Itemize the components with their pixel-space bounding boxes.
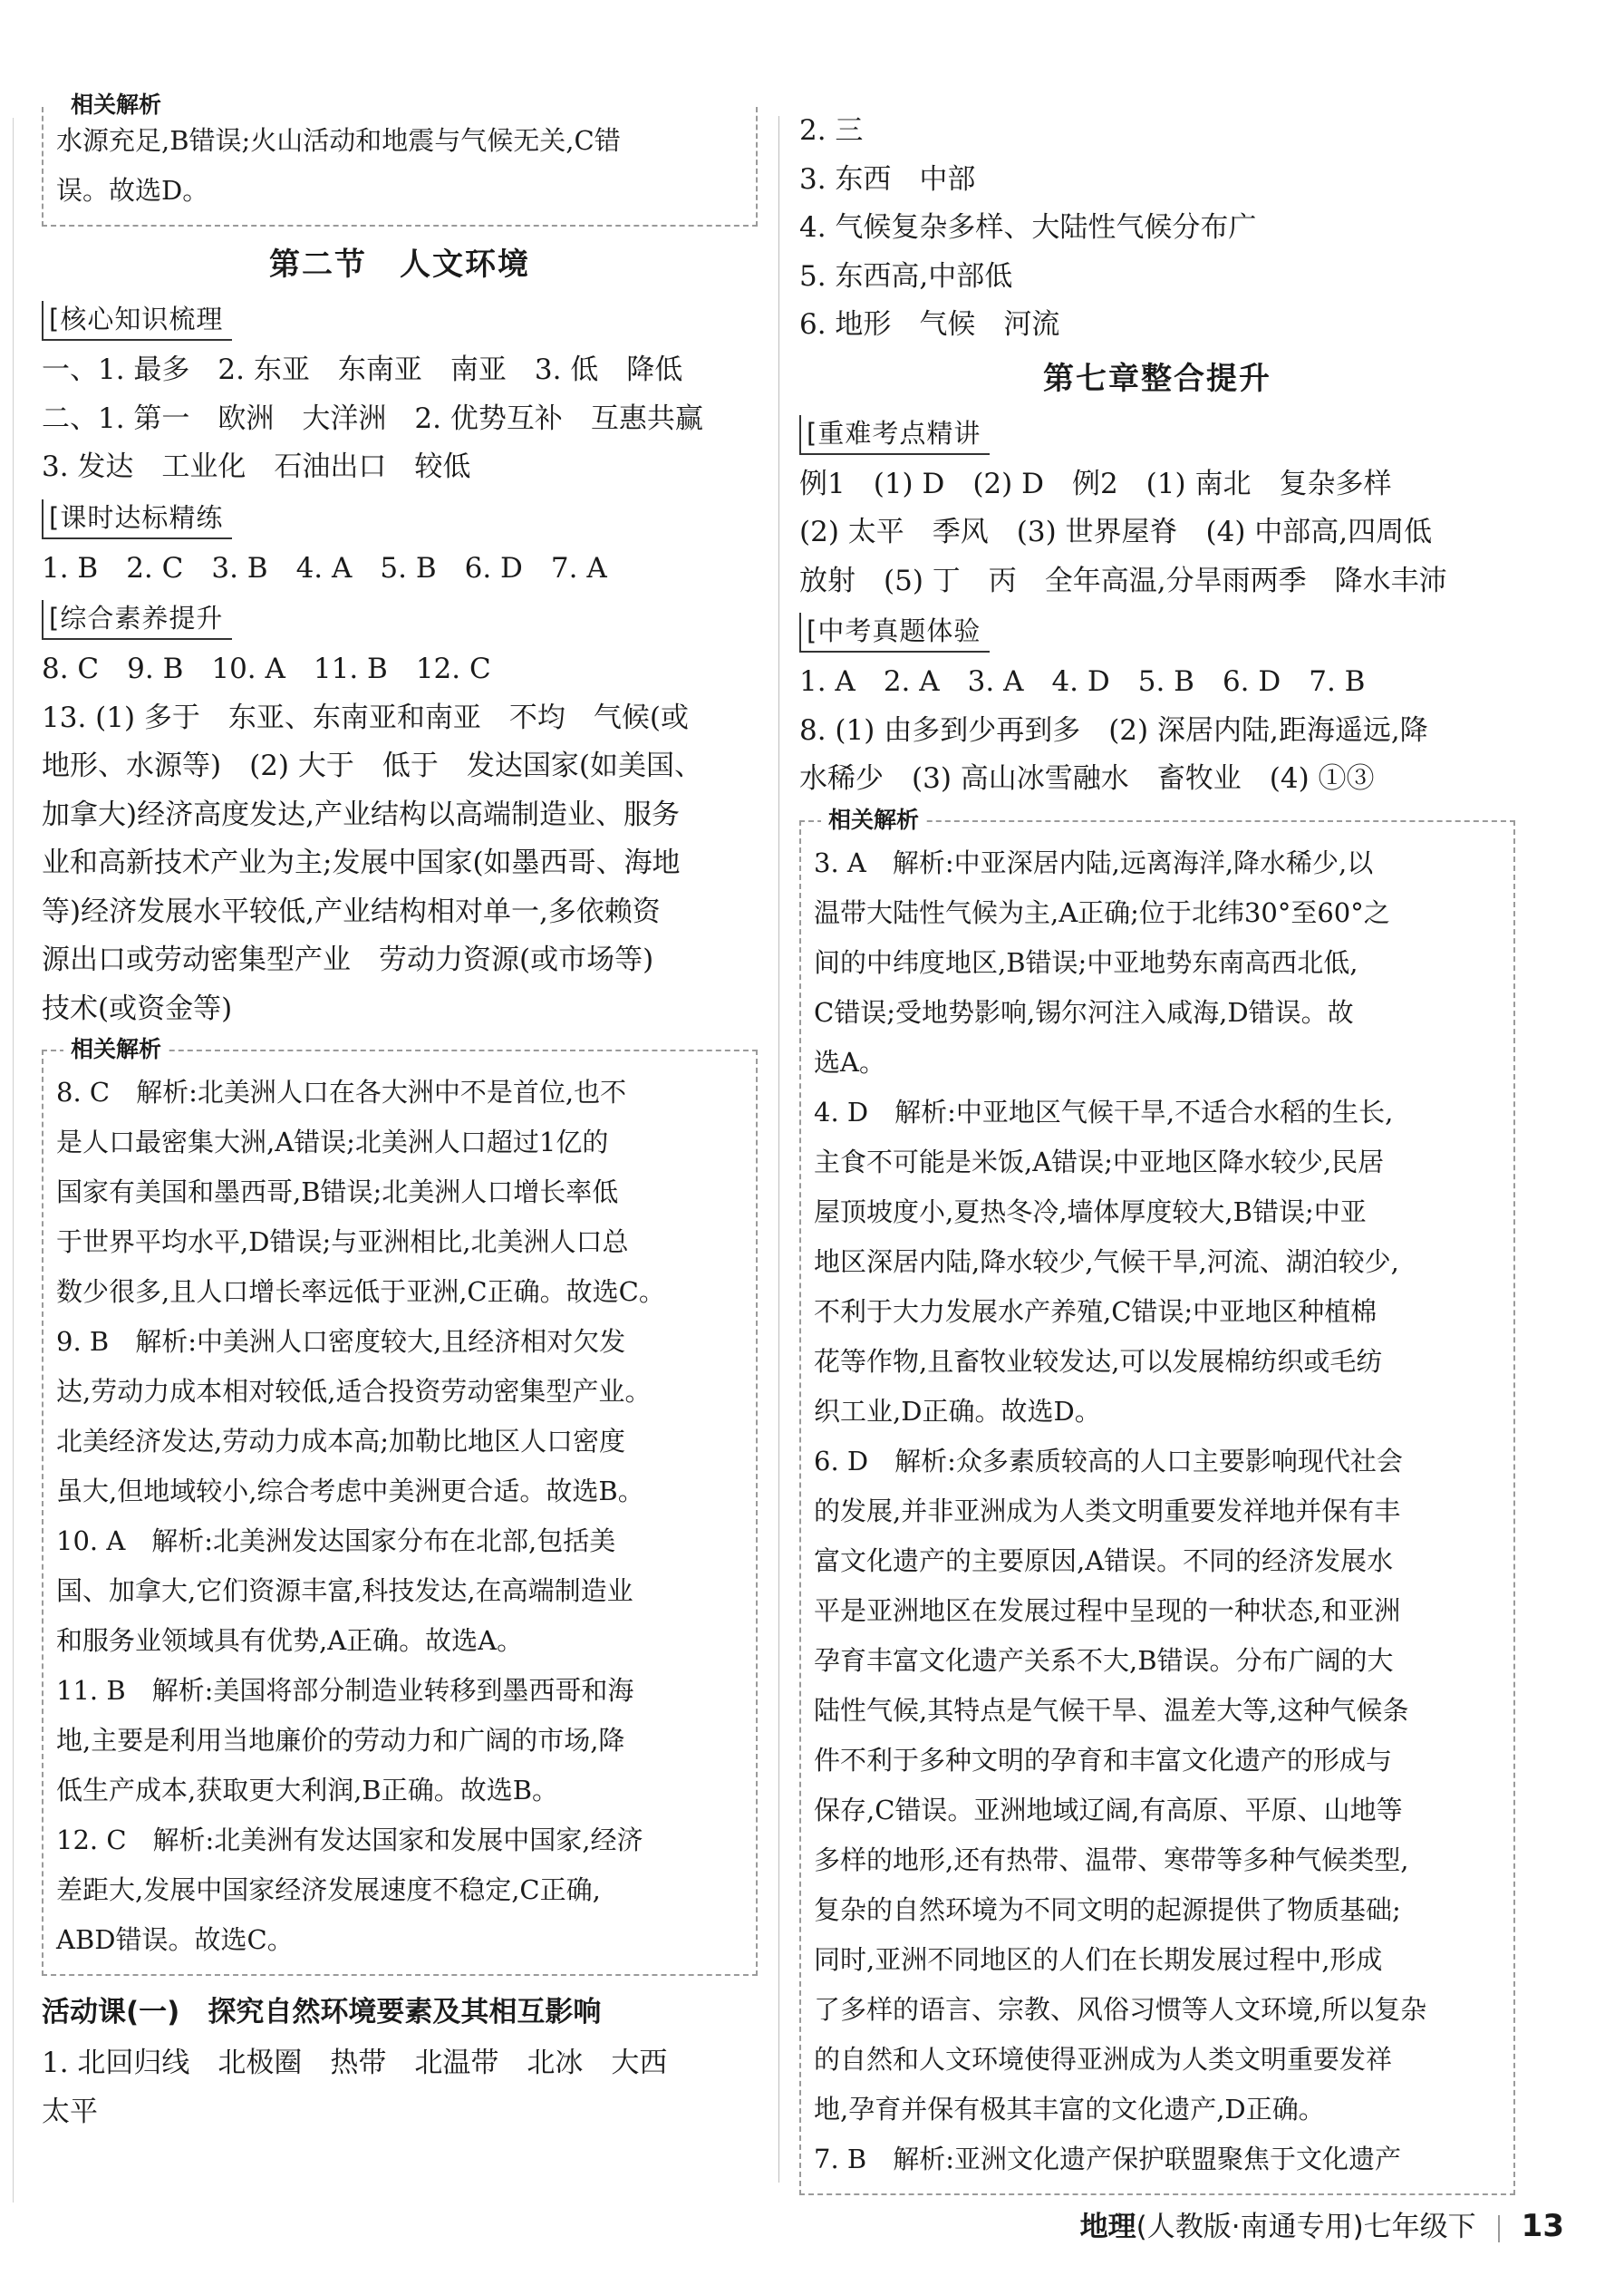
analysis-line: 温带大陆性气候为主,A正确;位于北纬30°至60°之 <box>814 896 1390 928</box>
analysis-line: 选A。 <box>814 1046 885 1078</box>
answer-line: 技术(或资金等) <box>42 992 233 1025</box>
answer-line: 放射 (5) 丁 丙 全年高温,分旱雨两季 降水丰沛 <box>799 564 1447 597</box>
analysis-line: 北美经济发达,劳动力成本高;加勒比地区人口密度 <box>56 1426 625 1457</box>
analysis-line: C错误;受地势影响,锡尔河注入咸海,D错误。故 <box>814 996 1354 1028</box>
analysis-line: 复杂的自然环境为不同文明的起源提供了物质基础; <box>814 1893 1401 1925</box>
top-analysis-box <box>42 92 758 227</box>
analysis-line: 国家有美国和墨西哥,B错误;北美洲人口增长率低 <box>56 1176 619 1207</box>
analysis-line: 7. B 解析:亚洲文化遗产保护联盟聚焦于文化遗产 <box>814 2143 1401 2174</box>
section-title: 第二节 人文环境 <box>269 247 530 283</box>
analysis-line: 多样的地形,还有热带、温带、寒带等多种气候类型, <box>814 1844 1409 1875</box>
analysis-line: 件不利于多种文明的孕育和丰富文化遗产的形成与 <box>814 1744 1393 1776</box>
left-analysis-box <box>42 1036 758 1976</box>
analysis-line: 4. D 解析:中亚地区气候干旱,不适合水稻的生长, <box>814 1096 1394 1128</box>
analysis-line: 6. D 解析:众多素质较高的人口主要影响现代社会 <box>814 1445 1403 1476</box>
analysis-line: 差距大,发展中国家经济发展速度不稳定,C正确, <box>56 1874 601 1905</box>
answer-line: 4. 气候复杂多样、大陆性气候分布广 <box>799 211 1257 244</box>
answer-line: 业和高新技术产业为主;发展中国家(如墨西哥、海地 <box>42 847 681 879</box>
analysis-line: 的自然和人文环境使得亚洲成为人类文明重要发祥 <box>814 2043 1393 2075</box>
page-footer <box>1080 2208 1564 2245</box>
answer-line: 等)经济发展水平较低,产业结构相对单一,多依赖资 <box>42 895 661 928</box>
right-analysis-box <box>799 806 1515 2195</box>
analysis-line: 保存,C错误。亚洲地域辽阔,有高原、平原、山地等 <box>814 1794 1403 1825</box>
analysis-tag: 相关解析 <box>63 1036 169 1063</box>
analysis-line: ABD错误。故选C。 <box>56 1924 294 1955</box>
footer-subject: 地理 <box>1079 2211 1136 2243</box>
analysis-line: 和服务业领域具有优势,A正确。故选A。 <box>56 1625 524 1656</box>
analysis-line: 主食不可能是米饭,A错误;中亚地区降水较少,民居 <box>814 1146 1385 1177</box>
page-number: 13 <box>1521 2208 1564 2244</box>
key-points-section <box>799 408 1515 606</box>
answer-line: 加拿大)经济高度发达,产业结构以高端制造业、服务 <box>42 798 680 831</box>
analysis-line: 是人口最密集大洲,A错误;北美洲人口超过1亿的 <box>56 1127 609 1157</box>
answer-line: 5. 东西高,中部低 <box>799 259 1013 293</box>
analysis-line: 8. C 解析:北美洲人口在各大洲中不是首位,也不 <box>56 1077 627 1108</box>
core-knowledge-section <box>42 294 758 492</box>
analysis-line: 平是亚洲地区在发展过程中呈现的一种状态,和亚洲 <box>814 1594 1401 1626</box>
answer-line: 1. B 2. C 3. B 4. A 5. B 6. D 7. A <box>42 551 607 585</box>
activity-title: 活动课(一) 探究自然环境要素及其相互影响 <box>42 1996 602 2028</box>
activity-answers-cont <box>799 107 1515 350</box>
answer-line: 水稀少 (3) 高山冰雪融水 畜牧业 (4) ①③ <box>799 762 1375 795</box>
answer-line: 源出口或劳动密集型产业 劳动力资源(或市场等) <box>42 944 654 976</box>
answer-line: 二、1. 第一 欧洲 大洋洲 2. 优势互补 互惠共赢 <box>42 402 703 435</box>
analysis-line: 地,主要是利用当地廉价的劳动力和广阔的市场,降 <box>56 1725 625 1756</box>
core-knowledge-header: [ 核心知识梳理 <box>42 301 232 341</box>
answer-line: 8. C 9. B 10. A 11. B 12. C <box>42 653 491 685</box>
analysis-line: 屋顶坡度小,夏热冬冷,墙体厚度较大,B错误;中亚 <box>814 1196 1367 1227</box>
key-points-header: [ 重难考点精讲 <box>799 415 990 455</box>
analysis-line: 陆性气候,其特点是气候干旱、温差大等,这种气候条 <box>814 1694 1409 1726</box>
answer-line: 太平 <box>42 2095 98 2128</box>
analysis-line: 水源充足,B错误;火山活动和地震与气候无关,C错 <box>56 125 621 156</box>
exam-header: [ 中考真题体验 <box>799 613 990 653</box>
analysis-line: 3. A 解析:中亚深居内陆,远离海洋,降水稀少,以 <box>814 847 1374 878</box>
analysis-line: 间的中纬度地区,B错误;中亚地势东南高西北低, <box>814 946 1358 978</box>
answer-line: 地形、水源等) (2) 大于 低于 发达国家(如美国、 <box>42 750 702 782</box>
answer-line: 8. (1) 由多到少再到多 (2) 深居内陆,距海遥远,降 <box>799 713 1428 747</box>
footer-edition: (人教版·南通专用)七年级下 <box>1136 2211 1476 2243</box>
answer-line: 一、1. 最多 2. 东亚 东南亚 南亚 3. 低 降低 <box>42 353 683 386</box>
answer-line: 1. A 2. A 3. A 4. D 5. B 6. D 7. B <box>799 665 1366 698</box>
analysis-line: 低生产成本,获取更大利润,B正确。故选B。 <box>56 1775 559 1805</box>
analysis-line: 了多样的语言、宗教、风俗习惯等人文环境,所以复杂 <box>814 1993 1427 2025</box>
analysis-line: 地区深居内陆,降水较少,气候干旱,河流、湖泊较少, <box>814 1245 1399 1277</box>
answer-line: 1. 北回归线 北极圈 热带 北温带 北冰 大西 <box>42 2047 668 2079</box>
drill-header: [ 课时达标精练 <box>42 499 232 539</box>
page-edge <box>13 118 14 2202</box>
drill-section <box>42 492 758 594</box>
left-column <box>42 92 758 2136</box>
comprehensive-header: [ 综合素养提升 <box>42 600 232 640</box>
analysis-line: 同时,亚洲不同地区的人们在长期发展过程中,形成 <box>814 1943 1383 1975</box>
comprehensive-section <box>42 593 758 1033</box>
analysis-line: 达,劳动力成本相对较低,适合投资劳动密集型产业。 <box>56 1376 652 1407</box>
analysis-line: 孕育丰富文化遗产关系不大,B错误。分布广阔的大 <box>814 1644 1394 1676</box>
right-column <box>799 107 1515 2204</box>
answer-line: 3. 东西 中部 <box>799 162 976 196</box>
analysis-line: 数少很多,且人口增长率远低于亚洲,C正确。故选C。 <box>56 1276 665 1307</box>
analysis-tag: 相关解析 <box>821 807 926 834</box>
analysis-line: 花等作物,且畜牧业较发达,可以发展棉纺织或毛纺 <box>814 1345 1383 1377</box>
analysis-line: 的发展,并非亚洲成为人类文明重要发祥地并保有丰 <box>814 1495 1401 1526</box>
chapter-title: 第七章整合提升 <box>1043 360 1271 397</box>
analysis-line: 地,孕育并保有极其丰富的文化遗产,D正确。 <box>814 2093 1325 2125</box>
analysis-tag: 相关解析 <box>63 92 169 119</box>
answer-line: 13. (1) 多于 东亚、东南亚和南亚 不均 气候(或 <box>42 701 690 734</box>
analysis-line: 10. A 解析:北美洲发达国家分布在北部,包括美 <box>56 1525 616 1556</box>
answer-line: 2. 三 <box>799 114 864 147</box>
column-divider <box>778 116 779 2183</box>
answer-line: 3. 发达 工业化 石油出口 较低 <box>42 450 471 483</box>
analysis-line: 富文化遗产的主要原因,A错误。不同的经济发展水 <box>814 1544 1394 1576</box>
analysis-line: 于世界平均水平,D错误;与亚洲相比,北美洲人口总 <box>56 1226 629 1257</box>
exam-section <box>799 605 1515 804</box>
footer-separator <box>1498 2215 1500 2242</box>
analysis-line: 不利于大力发展水产养殖,C错误;中亚地区种植棉 <box>814 1295 1378 1327</box>
answer-line: (2) 太平 季风 (3) 世界屋脊 (4) 中部高,四周低 <box>799 516 1433 548</box>
analysis-line: 误。故选D。 <box>56 175 209 206</box>
analysis-line: 虽大,但地域较小,综合考虑中美洲更合适。故选B。 <box>56 1476 644 1506</box>
analysis-line: 国、加拿大,它们资源丰富,科技发达,在高端制造业 <box>56 1575 633 1606</box>
analysis-line: 12. C 解析:北美洲有发达国家和发展中国家,经济 <box>56 1825 643 1855</box>
analysis-line: 9. B 解析:中美洲人口密度较大,且经济相对欠发 <box>56 1326 626 1357</box>
analysis-line: 织工业,D正确。故选D。 <box>814 1395 1101 1427</box>
answer-line: 例1 (1) D (2) D 例2 (1) 南北 复杂多样 <box>799 467 1392 500</box>
answer-line: 6. 地形 气候 河流 <box>799 308 1060 341</box>
analysis-line: 11. B 解析:美国将部分制造业转移到墨西哥和海 <box>56 1675 634 1706</box>
